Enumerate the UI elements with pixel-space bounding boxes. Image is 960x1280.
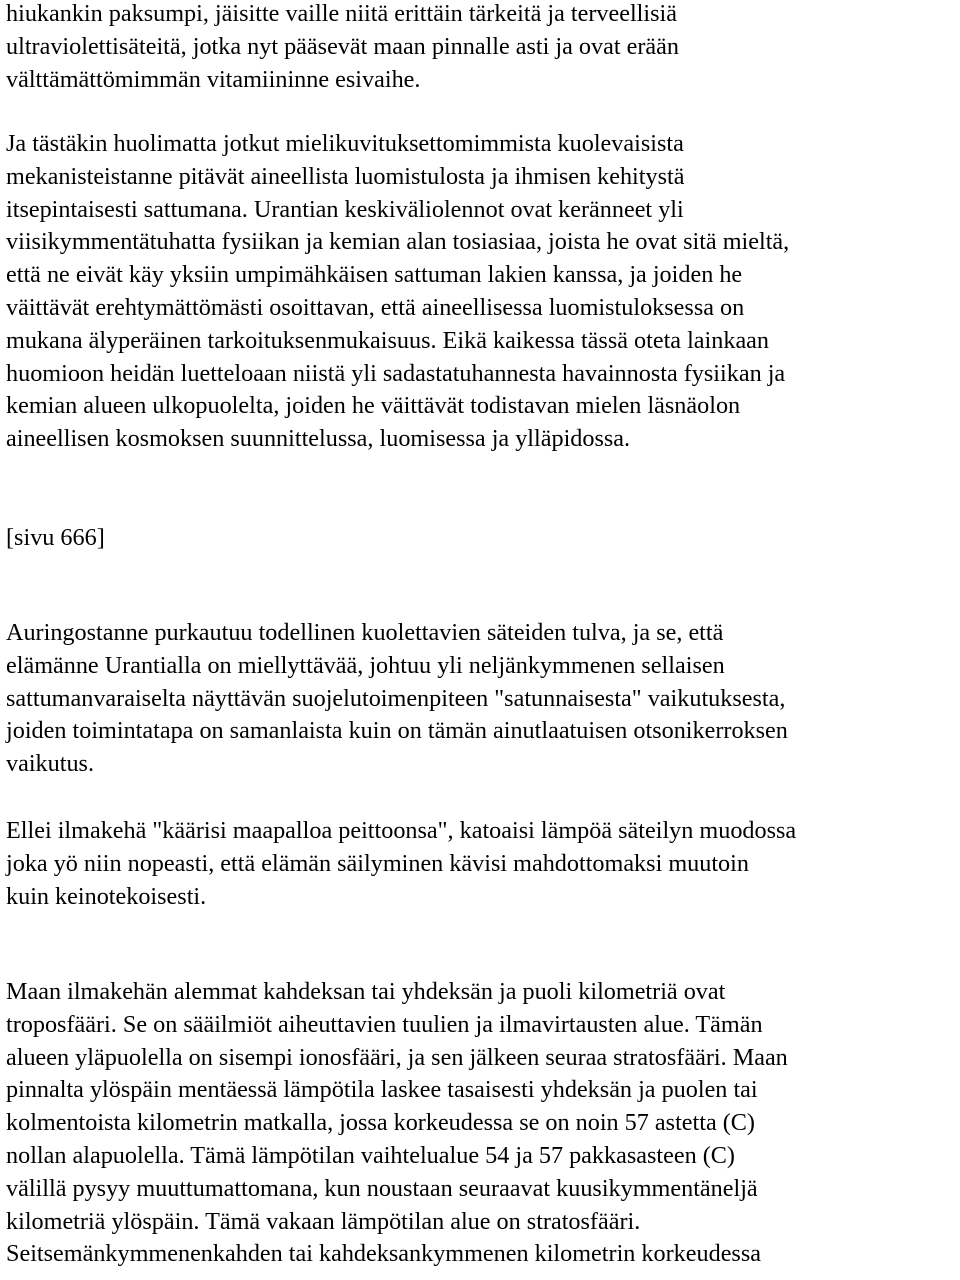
text-line: kuin keinotekoisesti. — [6, 882, 207, 910]
text-line: elämänne Urantialla on miellyttävää, johtuu yli neljänkymmenen sellaisen — [6, 651, 725, 679]
text-line: että ne eivät käy yksiin umpimähkäisen sattuman lakien kanssa, ja joiden he — [6, 261, 743, 289]
text-line: pinnalta ylöspäin mentäessä lämpötila laskee tasaisesti yhdeksän ja puolen tai — [6, 1076, 758, 1104]
text-line: ultraviolettisäteitä, jotka nyt pääsevät maan pinnalle asti ja ovat erään — [6, 32, 679, 60]
text-line: nollan alapuolella. Tämä lämpötilan vaihtelualue 54 ja 57 pakkasasteen (C) — [6, 1141, 735, 1169]
text-line: välillä pysyy muuttumattomana, kun noustaan seuraavat kuusikymmentäneljä — [6, 1174, 758, 1202]
paragraph-5 — [6, 976, 788, 1271]
text-line: viisikymmentätuhatta fysiikan ja kemian alan tosiasiaa, joista he ovat sitä mieltä, — [6, 228, 790, 256]
paragraph-1 — [6, 0, 679, 96]
text-line: joka yö niin nopeasti, että elämän säilyminen kävisi mahdottomaksi muutoin — [6, 849, 749, 877]
text-line: mukana älyperäinen tarkoituksenmukaisuus. Eikä kaikessa tässä oteta lainkaan — [6, 326, 770, 354]
text-line: joiden toimintatapa on samanlaista kuin on tämän ainutlaatuisen otsonikerroksen — [6, 717, 788, 745]
text-line: sattumanvaraiselta näyttävän suojelutoimenpiteen "satunnaisesta" vaikutuksesta, — [6, 684, 786, 712]
text-line: kemian alueen ulkopuolelta, joiden he väittävät todistavan mielen läsnäolon — [6, 392, 741, 420]
text-line: kilometriä ylöspäin. Tämä vakaan lämpötilan alue on stratosfääri. — [6, 1207, 641, 1235]
paragraph-4 — [6, 815, 796, 913]
text-line: alueen yläpuolella on sisempi ionosfääri, ja sen jälkeen seuraa stratosfääri. Maan — [6, 1043, 788, 1071]
page-marker-text: [sivu 666] — [6, 524, 105, 551]
text-line: Auringostanne purkautuu todellinen kuolettavien säteiden tulva, ja se, että — [6, 619, 724, 646]
text-line: mekanisteistanne pitävät aineellista luomistulosta ja ihmisen kehitystä — [6, 162, 685, 190]
text-line: troposfääri. Se on sääilmiöt aiheuttavien tuulien ja ilmavirtausten alue. Tämän — [6, 1010, 763, 1038]
text-line: Seitsemänkymmenenkahden tai kahdeksankymmenen kilometrin korkeudessa — [6, 1240, 761, 1268]
text-line: välttämättömimmän vitamiininne esivaihe. — [6, 65, 421, 93]
text-line: itsepintaisesti sattumana. Urantian keskiväliolennot ovat keränneet yli — [6, 195, 684, 223]
paragraph-2 — [6, 128, 789, 456]
text-line: Ellei ilmakehä "käärisi maapalloa peittoonsa", katoaisi lämpöä säteilyn muodossa — [6, 817, 797, 844]
page-number-marker — [6, 522, 105, 555]
text-line: kolmentoista kilometrin matkalla, jossa korkeudessa se on noin 57 astetta (C) — [6, 1109, 755, 1137]
text-line: Maan ilmakehän alemmat kahdeksan tai yhdeksän ja puoli kilometriä ovat — [6, 978, 726, 1005]
text-line: vaikutus. — [6, 750, 95, 778]
text-line: väittävät erehtymättömästi osoittavan, että aineellisessa luomistuloksessa on — [6, 293, 745, 321]
text-line: aineellisen kosmoksen suunnittelussa, luomisessa ja ylläpidossa. — [6, 425, 631, 453]
text-line: huomioon heidän luetteloaan niistä yli sadastatuhannesta havainnosta fysiikan ja — [6, 359, 786, 387]
text-line: hiukankin paksumpi, jäisitte vaille niitä erittäin tärkeitä ja terveellisiä — [6, 0, 677, 27]
paragraph-3 — [6, 617, 788, 781]
text-line: Ja tästäkin huolimatta jotkut mielikuvituksettomimmista kuolevaisista — [6, 130, 684, 157]
